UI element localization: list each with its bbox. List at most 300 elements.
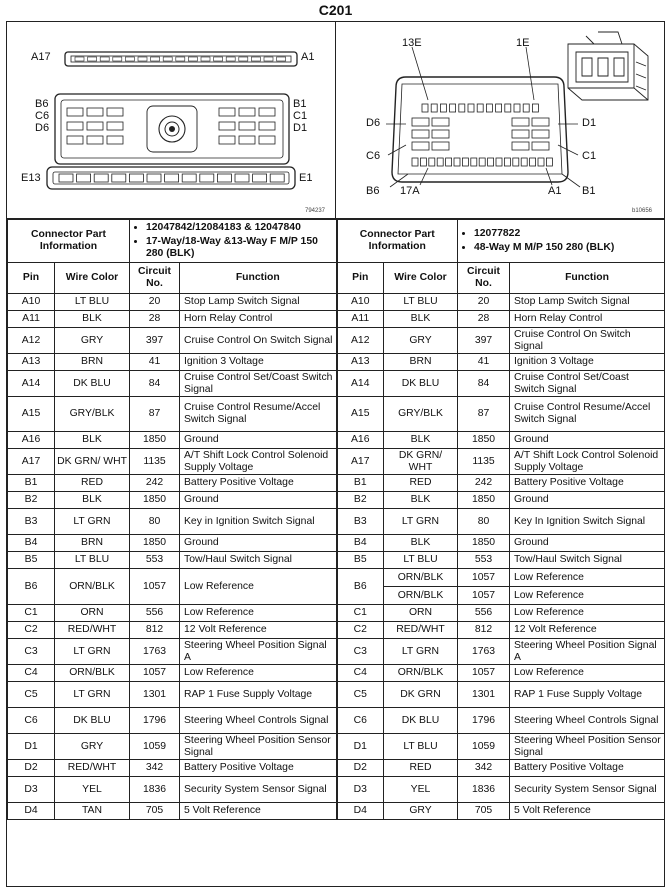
cell-pin: C4 bbox=[337, 665, 384, 682]
cell-color: LT BLU bbox=[384, 294, 458, 311]
pin-cavity bbox=[112, 174, 126, 182]
label-c6: C6 bbox=[35, 110, 50, 122]
cell-function: Stop Lamp Switch Signal bbox=[180, 294, 337, 311]
pin-cavity bbox=[454, 158, 460, 166]
col-header-wire-color: Wire Color bbox=[384, 263, 458, 294]
pin-cavity bbox=[239, 108, 255, 116]
cell-circuit: 1135 bbox=[458, 449, 510, 475]
cell-color: BRN bbox=[55, 354, 130, 371]
table-row bbox=[8, 509, 665, 535]
table-row bbox=[8, 432, 665, 449]
label-c1: C1 bbox=[582, 150, 597, 162]
cell-color: LT GRN bbox=[55, 682, 130, 708]
cell-function: Steering Wheel Position Signal A bbox=[510, 639, 665, 665]
pin-cavity bbox=[67, 136, 83, 144]
cell-circuit: 1850 bbox=[458, 535, 510, 552]
pin-cavity bbox=[523, 104, 529, 112]
cell-color: GRY/BLK bbox=[384, 397, 458, 432]
cell-pin: B1 bbox=[8, 475, 55, 492]
table-row bbox=[8, 777, 665, 803]
cell-pin: B1 bbox=[337, 475, 384, 492]
cell-circuit: 84 bbox=[130, 371, 180, 397]
cell-color: LT BLU bbox=[384, 734, 458, 760]
pin-cavity bbox=[219, 108, 235, 116]
cell-function: RAP 1 Fuse Supply Voltage bbox=[510, 682, 665, 708]
cell-pin: B5 bbox=[337, 552, 384, 569]
cell-circuit: 556 bbox=[130, 605, 180, 622]
label-e13: E13 bbox=[21, 172, 41, 184]
cell-pin: D2 bbox=[337, 760, 384, 777]
cell-function: 5 Volt Reference bbox=[180, 803, 337, 820]
table-row bbox=[8, 682, 665, 708]
connector-frame bbox=[6, 21, 665, 887]
cell-color: LT BLU bbox=[384, 552, 458, 569]
cell-color: DK BLU bbox=[384, 371, 458, 397]
cell-pin: C1 bbox=[8, 605, 55, 622]
right-connector-type: • 48-Way M M/P 150 280 (BLK) bbox=[474, 242, 662, 254]
cell-function: Horn Relay Control bbox=[180, 311, 337, 328]
col-header-circuit-no: Circuit No. bbox=[130, 263, 180, 294]
pin-cavity bbox=[532, 104, 538, 112]
cell-pin: C2 bbox=[8, 622, 55, 639]
cell-pin: A11 bbox=[8, 311, 55, 328]
table-row bbox=[8, 639, 665, 665]
cell-circuit: 242 bbox=[458, 475, 510, 492]
pin-cavity bbox=[486, 104, 492, 112]
cell-circuit: 20 bbox=[130, 294, 180, 311]
pin-cavity bbox=[412, 118, 429, 126]
col-header-function: Function bbox=[180, 263, 337, 294]
pin-cavity bbox=[488, 158, 494, 166]
cell-pin: C3 bbox=[8, 639, 55, 665]
pin-cavity bbox=[513, 158, 519, 166]
cell-circuit: 1850 bbox=[458, 432, 510, 449]
pin-cavity bbox=[253, 174, 267, 182]
cell-circuit: 41 bbox=[458, 354, 510, 371]
table-row bbox=[8, 475, 665, 492]
pin-cavity bbox=[422, 104, 428, 112]
cell-color: LT GRN bbox=[384, 639, 458, 665]
left-info-label: Connector Part Information bbox=[8, 220, 130, 263]
pin-cavity bbox=[512, 118, 529, 126]
pin-cavity bbox=[129, 174, 143, 182]
cell-function: A/T Shift Lock Control Solenoid Supply Voltage bbox=[510, 449, 665, 475]
cell-color: ORN/BLK bbox=[55, 665, 130, 682]
pin-cavity bbox=[512, 130, 529, 138]
pin-cavity bbox=[239, 57, 248, 61]
col-header-pin: Pin bbox=[337, 263, 384, 294]
pin-cavity bbox=[446, 158, 452, 166]
cell-function: Ignition 3 Voltage bbox=[180, 354, 337, 371]
cell-pin: D3 bbox=[8, 777, 55, 803]
pinout-table bbox=[7, 219, 665, 820]
pin-cavity bbox=[59, 174, 73, 182]
cell-pin: C4 bbox=[8, 665, 55, 682]
pin-cavity bbox=[504, 158, 510, 166]
cell-circuit: 397 bbox=[458, 328, 510, 354]
pin-cavity bbox=[235, 174, 249, 182]
pin-cavity bbox=[113, 57, 122, 61]
cell-function: Cruise Control Set/Coast Switch Signal bbox=[510, 371, 665, 397]
cell-color: GRY bbox=[384, 803, 458, 820]
pin-cavity bbox=[514, 104, 520, 112]
pin-cavity bbox=[163, 57, 172, 61]
cell-function: 12 Volt Reference bbox=[180, 622, 337, 639]
cell-color: ORN/BLK bbox=[384, 587, 458, 605]
cell-function: Steering Wheel Position Sensor Signal bbox=[180, 734, 337, 760]
cell-function: Low Reference bbox=[180, 569, 337, 605]
cell-circuit: 342 bbox=[458, 760, 510, 777]
right-info-label: Connector Part Information bbox=[337, 220, 458, 263]
pin-cavity bbox=[87, 122, 103, 130]
pin-cavity bbox=[479, 158, 485, 166]
pin-cavity bbox=[87, 136, 103, 144]
pin-cavity bbox=[532, 142, 549, 150]
pin-cavity bbox=[477, 104, 483, 112]
cell-function: Ground bbox=[510, 492, 665, 509]
pin-cavity bbox=[420, 158, 426, 166]
cell-color: DK BLU bbox=[55, 371, 130, 397]
cell-circuit: 1135 bbox=[130, 449, 180, 475]
cell-circuit: 1850 bbox=[130, 535, 180, 552]
pin-cavity bbox=[94, 174, 108, 182]
cell-circuit: 556 bbox=[458, 605, 510, 622]
cell-circuit: 1057 bbox=[130, 569, 180, 605]
pin-cavity bbox=[239, 136, 255, 144]
cell-color: DK BLU bbox=[55, 708, 130, 734]
cell-circuit: 1057 bbox=[458, 587, 510, 605]
cell-pin: C1 bbox=[337, 605, 384, 622]
pin-cavity bbox=[67, 122, 83, 130]
pin-cavity bbox=[182, 174, 196, 182]
pin-cavity bbox=[264, 57, 273, 61]
pin-cavity bbox=[468, 104, 474, 112]
col-header-pin: Pin bbox=[8, 263, 55, 294]
pin-cavity bbox=[138, 57, 147, 61]
cell-function: Tow/Haul Switch Signal bbox=[180, 552, 337, 569]
cell-circuit: 1850 bbox=[458, 492, 510, 509]
cell-color: LT GRN bbox=[55, 509, 130, 535]
cell-circuit: 242 bbox=[130, 475, 180, 492]
table-row bbox=[8, 492, 665, 509]
cell-color: BLK bbox=[384, 492, 458, 509]
pin-cavity bbox=[226, 57, 235, 61]
cell-circuit: 1057 bbox=[130, 665, 180, 682]
label-a1: A1 bbox=[548, 185, 562, 197]
pin-cavity bbox=[151, 57, 160, 61]
pin-cavity bbox=[75, 57, 84, 61]
cell-pin: B2 bbox=[337, 492, 384, 509]
cell-function: Low Reference bbox=[180, 605, 337, 622]
pin-cavity bbox=[462, 158, 468, 166]
label-17a: 17A bbox=[400, 185, 420, 197]
pin-cavity bbox=[259, 122, 275, 130]
cell-pin: B6 bbox=[337, 569, 384, 605]
cell-function: Key In Ignition Switch Signal bbox=[510, 509, 665, 535]
figure-id: 794237 bbox=[305, 208, 326, 214]
cell-circuit: 28 bbox=[458, 311, 510, 328]
cell-circuit: 1059 bbox=[130, 734, 180, 760]
cell-pin: C6 bbox=[337, 708, 384, 734]
table-row bbox=[8, 734, 665, 760]
cell-color: GRY bbox=[384, 328, 458, 354]
cell-color: ORN bbox=[384, 605, 458, 622]
pin-cavity bbox=[88, 57, 97, 61]
right-part-numbers: • 12077822 bbox=[474, 228, 662, 240]
cell-pin: A15 bbox=[8, 397, 55, 432]
cell-circuit: 1836 bbox=[458, 777, 510, 803]
cell-color: GRY bbox=[55, 734, 130, 760]
page-title: C201 bbox=[318, 2, 353, 18]
right-info-items bbox=[458, 220, 665, 263]
cell-color: ORN/BLK bbox=[55, 569, 130, 605]
pin-cavity bbox=[219, 122, 235, 130]
cell-function: Ground bbox=[180, 432, 337, 449]
cell-function: Tow/Haul Switch Signal bbox=[510, 552, 665, 569]
cell-circuit: 20 bbox=[458, 294, 510, 311]
pin-cavity bbox=[200, 174, 214, 182]
cell-color: GRY/BLK bbox=[55, 397, 130, 432]
pin-cavity bbox=[505, 104, 511, 112]
cell-color: YEL bbox=[55, 777, 130, 803]
table-row bbox=[8, 665, 665, 682]
cell-function: Security System Sensor Signal bbox=[180, 777, 337, 803]
cell-circuit: 1057 bbox=[458, 665, 510, 682]
cell-circuit: 342 bbox=[130, 760, 180, 777]
cell-circuit: 812 bbox=[458, 622, 510, 639]
cell-circuit: 1059 bbox=[458, 734, 510, 760]
pin-cavity bbox=[496, 104, 502, 112]
cell-function: Cruise Control Set/Coast Switch Signal bbox=[180, 371, 337, 397]
pin-cavity bbox=[176, 57, 185, 61]
pin-cavity bbox=[125, 57, 134, 61]
cell-function: Steering Wheel Controls Signal bbox=[510, 708, 665, 734]
cell-function: Battery Positive Voltage bbox=[510, 475, 665, 492]
right-connector-diagram bbox=[336, 22, 664, 219]
cell-circuit: 1796 bbox=[458, 708, 510, 734]
cell-color: RED/WHT bbox=[55, 760, 130, 777]
pin-cavity bbox=[432, 142, 449, 150]
cell-pin: D2 bbox=[8, 760, 55, 777]
cell-function: Stop Lamp Switch Signal bbox=[510, 294, 665, 311]
label-b6: B6 bbox=[366, 185, 380, 197]
cell-color: ORN/BLK bbox=[384, 569, 458, 587]
cell-pin: B4 bbox=[337, 535, 384, 552]
cell-pin: A12 bbox=[8, 328, 55, 354]
table-row bbox=[8, 803, 665, 820]
label-a17: A17 bbox=[31, 51, 51, 63]
col-header-function: Function bbox=[510, 263, 665, 294]
cell-circuit: 84 bbox=[458, 371, 510, 397]
cell-function: A/T Shift Lock Control Solenoid Supply Voltage bbox=[180, 449, 337, 475]
cell-function: Security System Sensor Signal bbox=[510, 777, 665, 803]
cell-circuit: 705 bbox=[458, 803, 510, 820]
cell-color: BLK bbox=[55, 432, 130, 449]
cell-function: 12 Volt Reference bbox=[510, 622, 665, 639]
cell-function: Cruise Control Resume/Accel Switch Signal bbox=[510, 397, 665, 432]
cell-pin: A16 bbox=[337, 432, 384, 449]
cell-circuit: 1763 bbox=[458, 639, 510, 665]
cell-circuit: 553 bbox=[130, 552, 180, 569]
pin-cavity bbox=[107, 136, 123, 144]
cell-color: YEL bbox=[384, 777, 458, 803]
cell-color: BRN bbox=[384, 354, 458, 371]
cell-pin: A15 bbox=[337, 397, 384, 432]
pin-cavity bbox=[530, 158, 536, 166]
label-b1: B1 bbox=[293, 98, 307, 110]
label-1e: 1E bbox=[516, 37, 530, 49]
cell-pin: A14 bbox=[8, 371, 55, 397]
cell-pin: B2 bbox=[8, 492, 55, 509]
pin-cavity bbox=[432, 118, 449, 126]
cell-circuit: 80 bbox=[458, 509, 510, 535]
cell-circuit: 1301 bbox=[458, 682, 510, 708]
cell-color: GRY bbox=[55, 328, 130, 354]
pin-cavity bbox=[496, 158, 502, 166]
cell-function: Ground bbox=[510, 432, 665, 449]
cell-function: Cruise Control On Switch Signal bbox=[510, 328, 665, 354]
pin-cavity bbox=[219, 136, 235, 144]
pin-cavity bbox=[270, 174, 284, 182]
connector-info-row bbox=[8, 220, 665, 263]
cell-circuit: 812 bbox=[130, 622, 180, 639]
cell-color: BRN bbox=[55, 535, 130, 552]
col-header-circuit-no: Circuit No. bbox=[458, 263, 510, 294]
cell-pin: A11 bbox=[337, 311, 384, 328]
pin-cavity bbox=[412, 142, 429, 150]
cell-circuit: 1796 bbox=[130, 708, 180, 734]
pin-cavity bbox=[251, 57, 260, 61]
cell-pin: B6 bbox=[8, 569, 55, 605]
pin-cavity bbox=[429, 158, 435, 166]
pin-cavity bbox=[100, 57, 109, 61]
label-d6: D6 bbox=[35, 122, 50, 134]
cell-color: RED bbox=[384, 760, 458, 777]
column-header-row bbox=[8, 263, 665, 294]
pin-cavity bbox=[412, 158, 418, 166]
pin-cavity bbox=[77, 174, 91, 182]
cell-color: RED/WHT bbox=[384, 622, 458, 639]
pin-cavity bbox=[165, 174, 179, 182]
pin-cavity bbox=[188, 57, 197, 61]
cell-pin: A12 bbox=[337, 328, 384, 354]
cell-color: TAN bbox=[55, 803, 130, 820]
cell-function: Battery Positive Voltage bbox=[510, 760, 665, 777]
cell-function: Ground bbox=[180, 535, 337, 552]
cell-color: BLK bbox=[55, 311, 130, 328]
pin-cavity bbox=[532, 118, 549, 126]
cell-color: DK GRN/ WHT bbox=[384, 449, 458, 475]
cell-color: DK BLU bbox=[384, 708, 458, 734]
right-connector-drawing bbox=[336, 22, 664, 218]
cell-pin: A10 bbox=[8, 294, 55, 311]
cell-circuit: 1850 bbox=[130, 432, 180, 449]
cell-pin: D1 bbox=[8, 734, 55, 760]
table-row bbox=[8, 397, 665, 432]
cell-pin: A17 bbox=[337, 449, 384, 475]
pin-cavity bbox=[412, 130, 429, 138]
table-row bbox=[8, 569, 665, 587]
pin-cavity bbox=[67, 108, 83, 116]
cell-color: DK GRN/ WHT bbox=[55, 449, 130, 475]
cell-function: Ground bbox=[510, 535, 665, 552]
pin-cavity bbox=[450, 104, 456, 112]
cell-function: Steering Wheel Controls Signal bbox=[180, 708, 337, 734]
cell-circuit: 397 bbox=[130, 328, 180, 354]
table-row bbox=[8, 708, 665, 734]
cell-color: BLK bbox=[384, 535, 458, 552]
table-row bbox=[8, 449, 665, 475]
cell-color: RED/WHT bbox=[55, 622, 130, 639]
pin-cavity bbox=[259, 108, 275, 116]
pin-cavity bbox=[214, 57, 223, 61]
cell-pin: C2 bbox=[337, 622, 384, 639]
pin-cavity bbox=[432, 130, 449, 138]
cell-color: RED bbox=[55, 475, 130, 492]
cell-color: LT GRN bbox=[384, 509, 458, 535]
cell-circuit: 80 bbox=[130, 509, 180, 535]
pin-cavity bbox=[87, 108, 103, 116]
cell-color: LT GRN bbox=[55, 639, 130, 665]
label-c6: C6 bbox=[366, 150, 381, 162]
table-row bbox=[8, 371, 665, 397]
cell-circuit: 1850 bbox=[130, 492, 180, 509]
pin-cavity bbox=[512, 142, 529, 150]
pin-cavity bbox=[431, 104, 437, 112]
cell-pin: A17 bbox=[8, 449, 55, 475]
cell-color: BLK bbox=[384, 311, 458, 328]
pin-cavity bbox=[107, 108, 123, 116]
label-13e: 13E bbox=[402, 37, 422, 49]
cell-circuit: 41 bbox=[130, 354, 180, 371]
cell-circuit: 553 bbox=[458, 552, 510, 569]
label-b1: B1 bbox=[582, 185, 596, 197]
figure-id: b10656 bbox=[632, 208, 653, 214]
left-info-items bbox=[130, 220, 337, 263]
cell-circuit: 705 bbox=[130, 803, 180, 820]
pin-cavity bbox=[471, 158, 477, 166]
cell-pin: B3 bbox=[8, 509, 55, 535]
cell-pin: A13 bbox=[8, 354, 55, 371]
cell-circuit: 87 bbox=[130, 397, 180, 432]
cell-color: ORN bbox=[55, 605, 130, 622]
cell-pin: B3 bbox=[337, 509, 384, 535]
table-row bbox=[8, 535, 665, 552]
cell-pin: C3 bbox=[337, 639, 384, 665]
cell-function: Low Reference bbox=[510, 587, 665, 605]
pin-cavity bbox=[546, 158, 552, 166]
cell-function: Key in Ignition Switch Signal bbox=[180, 509, 337, 535]
pin-cavity bbox=[147, 174, 161, 182]
cell-color: LT BLU bbox=[55, 552, 130, 569]
label-d1: D1 bbox=[293, 122, 308, 134]
cell-pin: D4 bbox=[337, 803, 384, 820]
label-a1: A1 bbox=[301, 51, 315, 63]
cell-function: RAP 1 Fuse Supply Voltage bbox=[180, 682, 337, 708]
pin-cavity bbox=[459, 104, 465, 112]
left-connector-drawing bbox=[7, 22, 335, 218]
cell-function: Low Reference bbox=[180, 665, 337, 682]
cell-color: ORN/BLK bbox=[384, 665, 458, 682]
cell-color: BLK bbox=[55, 492, 130, 509]
cell-circuit: 1301 bbox=[130, 682, 180, 708]
pin-cavity bbox=[259, 136, 275, 144]
left-connector-type: • 17-Way/18-Way &13-Way F M/P 150 280 (BLK) bbox=[146, 236, 334, 260]
cell-function: Cruise Control On Switch Signal bbox=[180, 328, 337, 354]
cell-circuit: 1057 bbox=[458, 569, 510, 587]
table-row bbox=[8, 605, 665, 622]
cell-function: 5 Volt Reference bbox=[510, 803, 665, 820]
